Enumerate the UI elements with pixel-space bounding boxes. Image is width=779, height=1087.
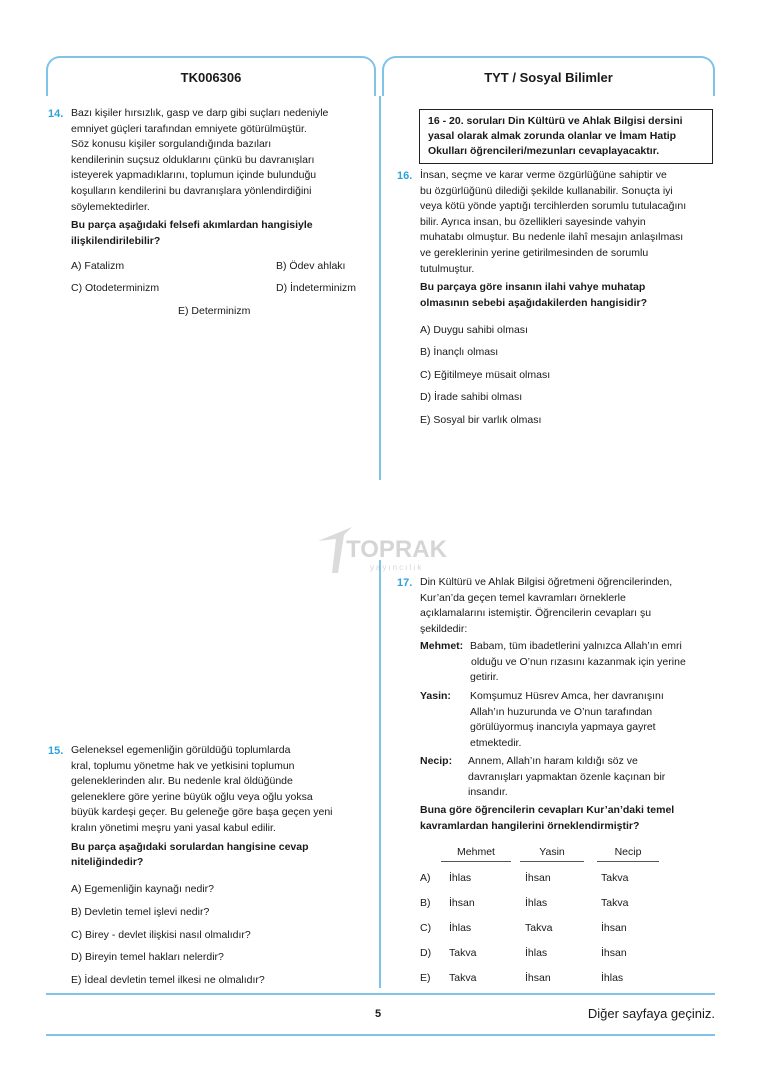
q14-question: Bu parça aşağıdaki felsefi akımlardan hangisiyle xyxy=(71,219,313,232)
footer-rule xyxy=(46,1034,715,1036)
note-line: yasal olarak almak zorunda olanlar ve İmam Hatip xyxy=(428,130,677,142)
question-15-text xyxy=(71,743,371,871)
q15-option-b[interactable]: B) Devletin temel işlevi nedir? xyxy=(71,906,210,918)
option-cell: Takva xyxy=(525,922,553,934)
q14-line: söylemektedirler. xyxy=(71,200,150,213)
publisher-logo xyxy=(312,513,452,583)
option-cell: Takva xyxy=(601,897,629,909)
q16-question: olmasının sebebi aşağıdakilerden hangisidir? xyxy=(420,296,647,309)
option-cell: İhsan xyxy=(449,897,475,909)
q14-option-e[interactable]: E) Determinizm xyxy=(178,305,251,317)
question-14-number: 14. xyxy=(48,108,64,120)
q16-option-d[interactable]: D) İrade sahibi olması xyxy=(420,391,523,403)
option-letter: D) xyxy=(420,947,432,959)
q14-line: kendilerinin suçsuz olduklarını çünkü bu davranışları xyxy=(71,153,315,166)
table-header-mehmet: Mehmet xyxy=(457,846,495,858)
q16-option-e[interactable]: E) Sosyal bir varlık olması xyxy=(420,414,542,426)
option-cell: İhlas xyxy=(601,972,624,984)
option-cell: Takva xyxy=(449,972,477,984)
page-number: 5 xyxy=(375,1008,382,1020)
q15-option-d[interactable]: D) Bireyin temel hakları nelerdir? xyxy=(71,951,224,963)
q14-line: Söz konusu kişiler sorgulandığında bazıları xyxy=(71,138,272,151)
question-14-text xyxy=(71,106,371,249)
q16-option-a[interactable]: A) Duygu sahibi olması xyxy=(420,324,528,336)
option-letter: B) xyxy=(420,897,431,909)
q15-option-e[interactable]: E) İdeal devletin temel ilkesi ne olmalıdır? xyxy=(71,974,265,986)
q14-option-b[interactable]: B) Ödev ahlakı xyxy=(276,260,346,272)
question-15-number: 15. xyxy=(48,745,64,757)
header-exam-code: TK006306 xyxy=(46,56,376,96)
q15-line: kral, toplumu yönetme hak ve yetkisini toplumun xyxy=(71,759,295,772)
speaker-line: olduğu ve O’nun rızasını kazanmak için yerine xyxy=(471,655,686,668)
q15-line: kralın yönetimi meşru yani yasal kabul edilir. xyxy=(71,821,276,834)
speaker-line: Allah’ın huzurunda ve O’nun tarafından xyxy=(470,705,653,718)
speaker-name: Necip: xyxy=(420,755,453,767)
q14-line: koşulların kendilerini bu davranışlara yönlendirdiğini xyxy=(71,184,312,197)
speaker-line: insandır. xyxy=(468,786,508,799)
q16-line: bilir. Ayrıca insan, bu özellikleri sayesinde vahyin xyxy=(420,215,646,228)
q15-line: büyük kardeşi geçer. Bu geleneğe göre başa geçen yeni xyxy=(71,806,333,819)
q16-option-c[interactable]: C) Eğitilmeye müsait olması xyxy=(420,369,551,381)
bottom-rule xyxy=(46,993,715,995)
note-line: 16 - 20. soruları Din Kültürü ve Ahlak Bilgisi dersini xyxy=(428,115,683,127)
q15-question: niteliğindedir? xyxy=(71,856,144,869)
speaker-line: görülüyormuş inancıyla yapmaya gayret xyxy=(470,721,656,734)
q16-question: Bu parçaya göre insanın ilahi vahye muhatap xyxy=(420,281,646,294)
q15-line: Geleneksel egemenliğin görüldüğü toplumlarda xyxy=(71,744,291,756)
column-divider-lower xyxy=(379,560,381,988)
option-cell: İhlas xyxy=(449,922,472,934)
q14-line: isteyerek yapmadıklarını, toplumun içinde bulunduğu xyxy=(71,169,317,182)
option-letter: E) xyxy=(420,972,431,984)
q14-question: ilişkilendirilebilir? xyxy=(71,234,161,247)
q17-line: açıklamalarını istemiştir. Öğrencilerin cevapları şu xyxy=(420,607,652,620)
q16-line: muhatabı olmuştur. Bu nedenle ilahî mesajın anlaşılması xyxy=(420,231,684,244)
logo-subtitle: yayıncılık xyxy=(370,563,424,572)
q15-line: geleneklere göre yerine büyük oğlu veya oğlu yoksa xyxy=(71,790,313,803)
q17-line: Din Kültürü ve Ahlak Bilgisi öğretmeni öğrencilerinden, xyxy=(420,576,673,588)
question-17-intro xyxy=(420,575,715,637)
speaker-name: Mehmet: xyxy=(420,640,464,652)
question-16-number: 16. xyxy=(397,170,413,182)
instruction-note xyxy=(419,109,713,164)
q15-option-c[interactable]: C) Birey - devlet ilişkisi nasıl olmalıdır? xyxy=(71,929,251,941)
speaker-line: davranışları yapmaktan özenle kaçınan bir xyxy=(468,770,666,783)
option-letter: A) xyxy=(420,872,431,884)
note-line: Okulları öğrencileri/mezunları cevaplayacaktır. xyxy=(428,145,660,157)
speaker-line: Komşumuz Hüsrev Amca, her davranışını xyxy=(470,690,664,702)
option-cell: İhlas xyxy=(525,897,548,909)
option-cell: Takva xyxy=(449,947,477,959)
speaker-line: Annem, Allah’ın haram kıldığı söz ve xyxy=(468,755,638,767)
header-underline xyxy=(520,861,584,862)
header-subject: TYT / Sosyal Bilimler xyxy=(382,56,715,96)
q14-option-c[interactable]: C) Otodeterminizm xyxy=(71,282,160,294)
dialog-mehmet xyxy=(420,639,715,687)
question-17-question xyxy=(420,803,715,834)
option-cell: Takva xyxy=(601,872,629,884)
q16-line: veya kötü yönde yaptığı tercihlerden sorumlu tutulacağını xyxy=(420,200,687,213)
option-letter: C) xyxy=(420,922,432,934)
q14-line: emniyet güçleri tarafından emniyete götürülmüştür. xyxy=(71,122,307,135)
header-underline xyxy=(597,861,659,862)
question-17-number: 17. xyxy=(397,577,413,589)
q17-line: şekildedir: xyxy=(420,622,468,635)
question-16-text xyxy=(420,168,715,311)
header-underline xyxy=(441,861,511,862)
option-cell: İhsan xyxy=(525,872,551,884)
logo-wordmark: TOPRAK xyxy=(346,536,447,563)
option-cell: İhlas xyxy=(449,872,472,884)
speaker-name: Yasin: xyxy=(420,690,451,702)
q16-line: İnsan, seçme ve karar verme özgürlüğüne sahiptir ve xyxy=(420,169,667,181)
q17-question: kavramlardan hangilerini örneklendirmiştir? xyxy=(420,819,640,832)
q17-question: Buna göre öğrencilerin cevapları Kur’an’daki temel xyxy=(420,804,675,816)
option-cell: İhlas xyxy=(525,947,548,959)
option-cell: İhsan xyxy=(601,947,627,959)
table-header-yasin: Yasin xyxy=(539,846,565,858)
next-page-notice: Diğer sayfaya geçiniz. xyxy=(587,1006,715,1021)
q14-line: Bazı kişiler hırsızlık, gasp ve darp gibi suçları nedeniyle xyxy=(71,107,329,119)
q17-line: Kur’an’da geçen temel kavramları örneklerle xyxy=(420,591,626,604)
option-cell: İhsan xyxy=(525,972,551,984)
speaker-line: getirir. xyxy=(470,671,499,684)
q15-question: Bu parça aşağıdaki sorulardan hangisine cevap xyxy=(71,840,309,853)
q16-line: bu özgürlüğünü dilediği şekilde kullanabilir. Sonuçta iyi xyxy=(420,184,673,197)
q16-line: tutulmuştur. xyxy=(420,262,475,275)
q15-option-a[interactable]: A) Egemenliğin kaynağı nedir? xyxy=(71,883,215,895)
dialog-necip xyxy=(420,754,715,802)
q14-option-a[interactable]: A) Fatalizm xyxy=(71,260,125,272)
speaker-line: Babam, tüm ibadetlerini yalnızca Allah’ın emri xyxy=(470,640,682,652)
column-divider xyxy=(379,96,381,480)
table-header-necip: Necip xyxy=(614,846,642,858)
q16-line: ve gereklerinin yerine getirilmesinden de sorumlu xyxy=(420,246,649,259)
speaker-line: etmektedir. xyxy=(470,736,522,749)
dialog-yasin xyxy=(420,689,715,753)
option-cell: İhsan xyxy=(601,922,627,934)
q14-option-d[interactable]: D) İndeterminizm xyxy=(276,282,356,294)
q16-option-b[interactable]: B) İnançlı olması xyxy=(420,346,499,358)
q15-line: geleneklerinden alır. Bu nedenle kral öldüğünde xyxy=(71,775,293,788)
